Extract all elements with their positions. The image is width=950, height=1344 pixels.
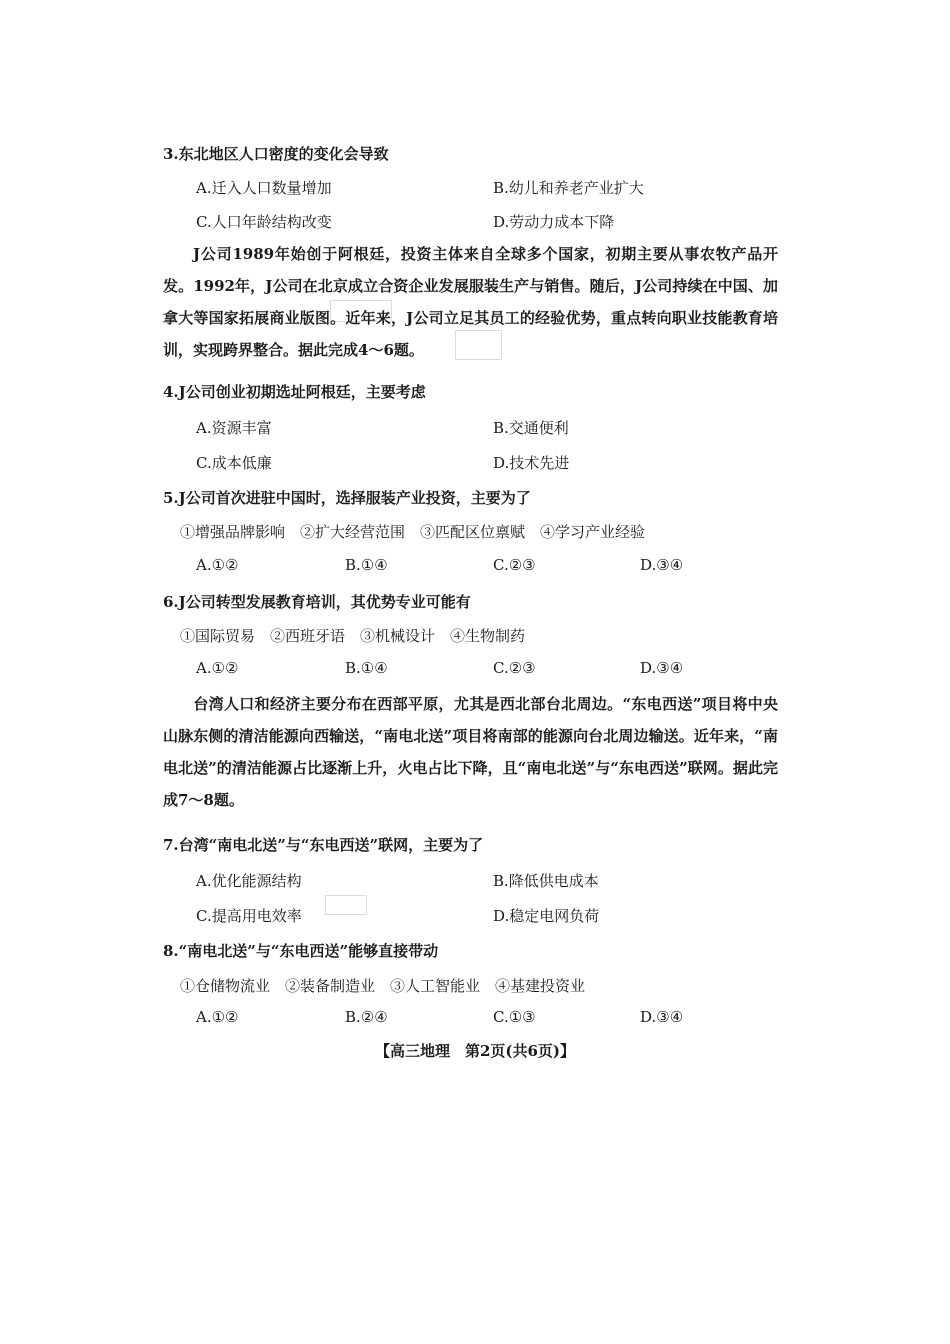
passage-j-company-text: J公司1989年始创于阿根廷，投资主体来自全球多个国家，初期主要从事农牧产品开发。1992年，J公司在北京成立合资企业发展服装生产与销售。随后，J公司持续在中国、加拿大等国家拓展商业版图。近年来，J公司立足其员工的经验优势，重点转向职业技能教育培训，实现跨界整合。据此完成4～6题。 bbox=[163, 245, 778, 359]
question-8-stem: 8.“南电北送”与“东电西送”能够直接带动 bbox=[163, 942, 439, 960]
question-6-option-a: A.①② bbox=[196, 659, 239, 677]
question-3-option-a: A.迁入人口数量增加 bbox=[196, 179, 332, 197]
bleed-through-box bbox=[325, 895, 367, 915]
question-4-option-c: C.成本低廉 bbox=[196, 454, 272, 472]
question-3-option-b: B.幼儿和养老产业扩大 bbox=[493, 179, 644, 197]
question-3-stem: 3.东北地区人口密度的变化会导致 bbox=[163, 145, 389, 163]
question-5-option-c: C.②③ bbox=[493, 556, 536, 574]
question-5-stem: 5.J公司首次进驻中国时，选择服装产业投资，主要为了 bbox=[163, 489, 531, 507]
question-4-option-a: A.资源丰富 bbox=[196, 419, 272, 437]
question-5-option-b: B.①④ bbox=[345, 556, 388, 574]
question-8-items: ①仓储物流业 ②装备制造业 ③人工智能业 ④基建投资业 bbox=[180, 977, 586, 995]
question-4-option-d: D.技术先进 bbox=[493, 454, 570, 472]
passage-taiwan-power bbox=[163, 688, 778, 816]
question-8-option-a: A.①② bbox=[196, 1008, 239, 1026]
question-6-option-d: D.③④ bbox=[640, 659, 684, 677]
question-8-option-b: B.②④ bbox=[345, 1008, 388, 1026]
question-7-option-b: B.降低供电成本 bbox=[493, 872, 599, 890]
question-6-stem: 6.J公司转型发展教育培训，其优势专业可能有 bbox=[163, 593, 471, 611]
question-3-option-c: C.人口年龄结构改变 bbox=[196, 213, 332, 231]
question-7-option-c: C.提高用电效率 bbox=[196, 907, 302, 925]
question-8-option-c: C.①③ bbox=[493, 1008, 536, 1026]
question-6-option-b: B.①④ bbox=[345, 659, 388, 677]
question-5-items: ①增强品牌影响 ②扩大经营范围 ③匹配区位禀赋 ④学习产业经验 bbox=[180, 523, 646, 541]
question-5-option-d: D.③④ bbox=[640, 556, 684, 574]
passage-taiwan-power-text: 台湾人口和经济主要分布在西部平原，尤其是西北部台北周边。“东电西送”项目将中央山脉东侧的清洁能源向西输送，“南电北送”项目将南部的能源向台北周边输送。近年来，“南电北送”的清洁能源占比逐渐上升，火电占比下降，且“南电北送”与“东电西送”联网。据此完成7～8题。 bbox=[163, 695, 778, 809]
question-7-stem: 7.台湾“南电北送”与“东电西送”联网，主要为了 bbox=[163, 836, 484, 854]
question-6-option-c: C.②③ bbox=[493, 659, 536, 677]
question-7-option-d: D.稳定电网负荷 bbox=[493, 907, 600, 925]
passage-j-company bbox=[163, 238, 778, 366]
question-3-option-d: D.劳动力成本下降 bbox=[493, 213, 615, 231]
page-footer: 【高三地理 第2页(共6页)】 bbox=[374, 1042, 576, 1060]
question-8-option-d: D.③④ bbox=[640, 1008, 684, 1026]
question-6-items: ①国际贸易 ②西班牙语 ③机械设计 ④生物制药 bbox=[180, 627, 526, 645]
question-4-option-b: B.交通便利 bbox=[493, 419, 569, 437]
question-5-option-a: A.①② bbox=[196, 556, 239, 574]
question-7-option-a: A.优化能源结构 bbox=[196, 872, 302, 890]
question-4-stem: 4.J公司创业初期选址阿根廷，主要考虑 bbox=[163, 383, 426, 401]
